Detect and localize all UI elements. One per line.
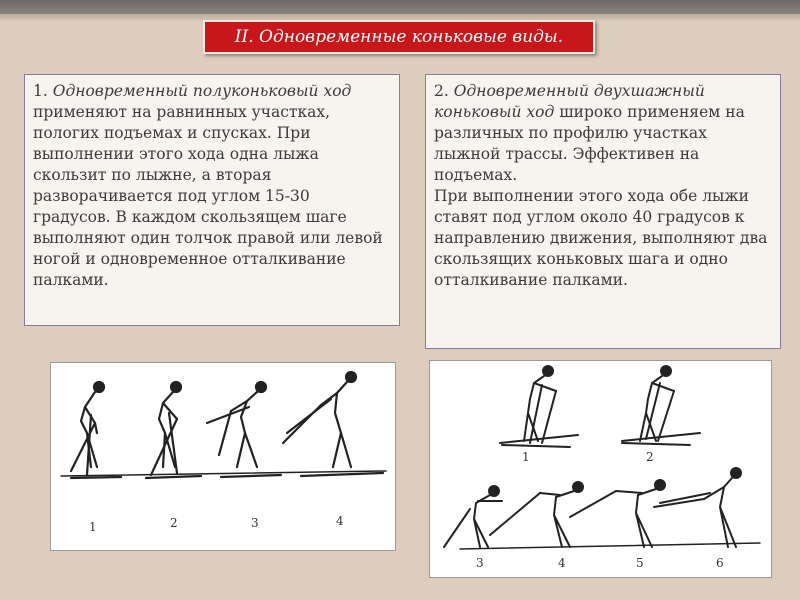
phase-label: 2 [646, 450, 654, 464]
phase-label: 1 [89, 520, 97, 534]
text-block-two-step-skating [425, 74, 781, 349]
phase-label: 6 [716, 556, 724, 570]
phase-label: 1 [522, 450, 530, 464]
slide-title: II. Одновременные коньковые виды. [203, 20, 595, 54]
top-decor-band [0, 0, 800, 14]
figure-two-step-skating-phases [429, 360, 772, 578]
technique-name: Одновременный двухшажный коньковый ход [434, 82, 705, 121]
phase-label: 3 [251, 516, 259, 530]
phase-label: 4 [336, 514, 344, 528]
figure-half-skating-phases [50, 362, 396, 551]
phase-label: 2 [170, 516, 178, 530]
text-block-half-skating [24, 74, 400, 326]
block-number: 1. [33, 82, 48, 100]
phase-label: 3 [476, 556, 484, 570]
technique-name: Одновременный полуконьковый ход [52, 82, 352, 100]
block-number: 2. [434, 82, 449, 100]
phase-label: 4 [558, 556, 566, 570]
technique-description: применяют на равнинных участках, пологих подъемах и спусках. При выполнении этого хода одна лыжа скользит по лыжне, а вторая разворачивается под углом 15-30 градусов. В каждом скользящем шаге выполняют один толчок правой или левой ногой и одновременное отталкивание палками. [33, 103, 383, 289]
skier-sequence-illustration [51, 363, 395, 550]
skier-sequence-illustration [430, 361, 771, 577]
technique-description: широко применяем на различных по профилю участках лыжной трассы. Эффективен на подъемах. [434, 103, 745, 184]
phase-label: 5 [636, 556, 644, 570]
technique-execution: При выполнении этого хода обе лыжи ставят под углом около 40 градусов к направлению движения, выполняют два скользящих коньковых шага и одно отталкивание палками. [434, 187, 768, 289]
